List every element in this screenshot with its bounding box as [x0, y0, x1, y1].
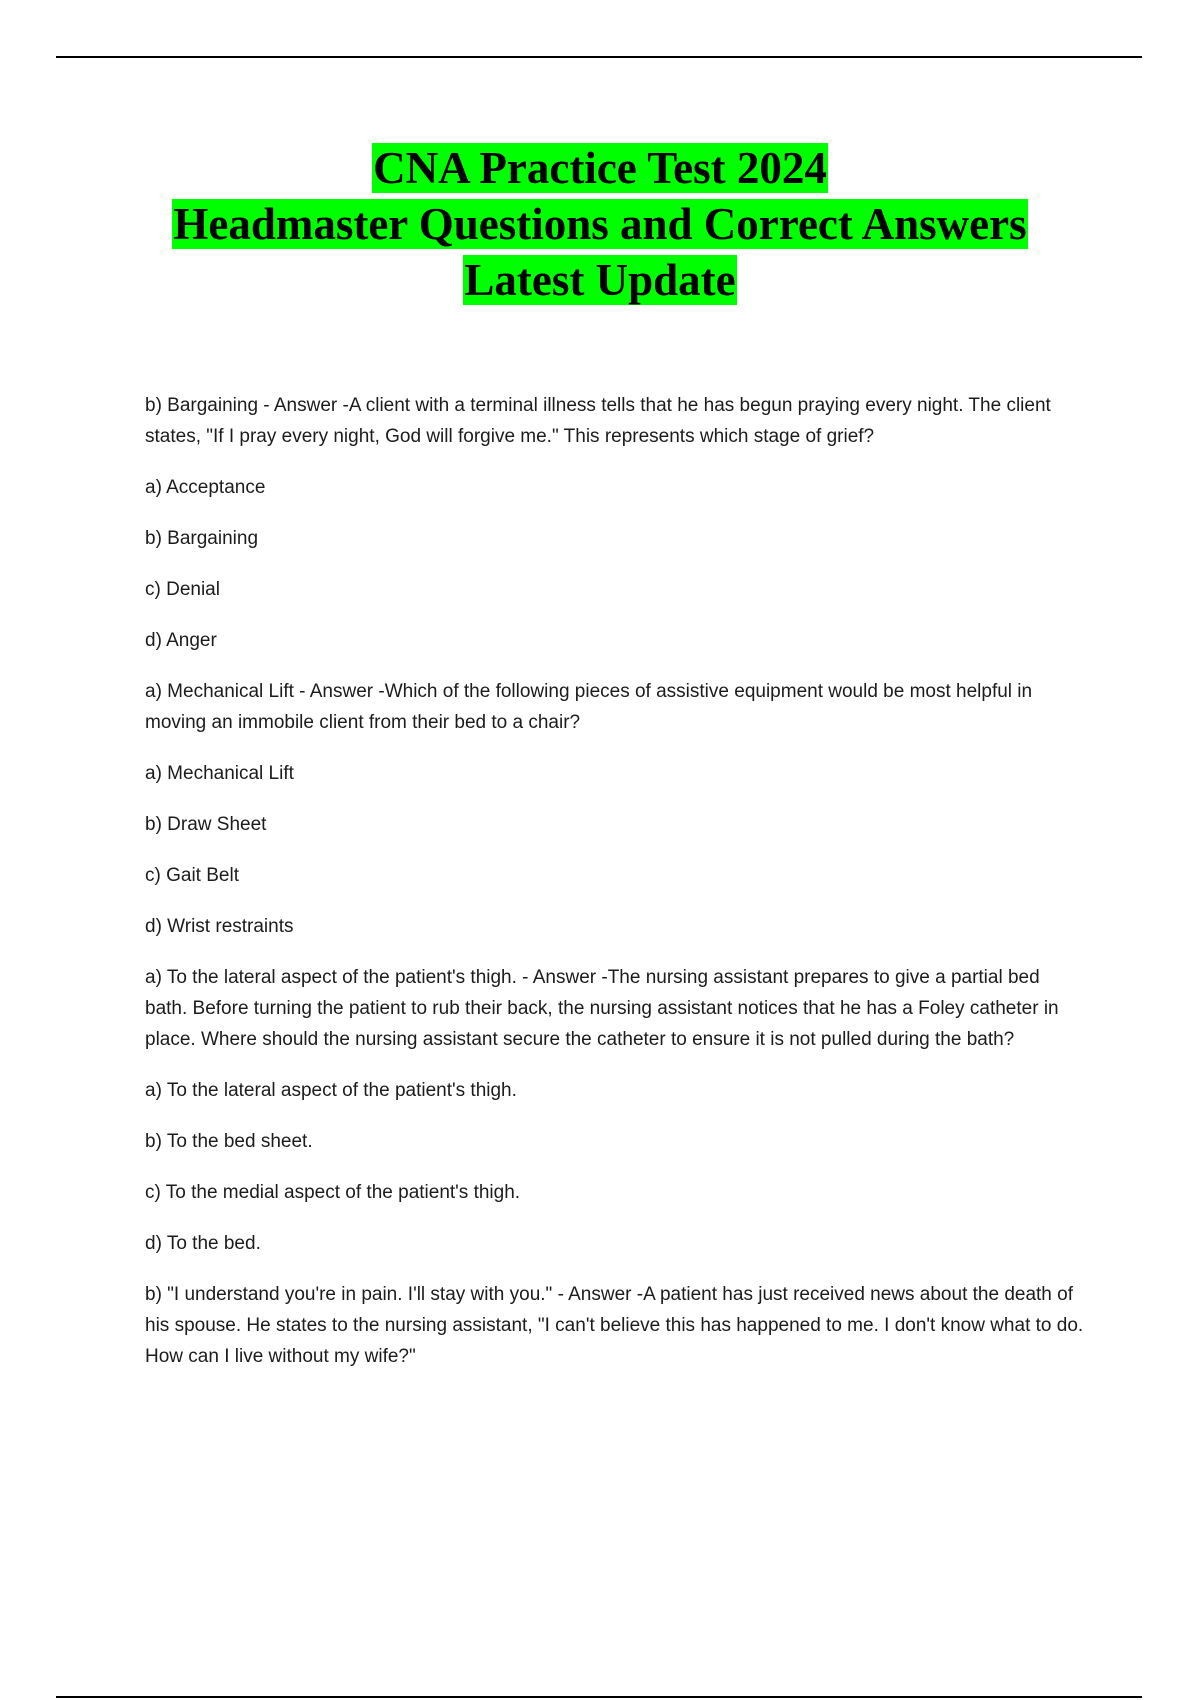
option: b) To the bed sheet.: [145, 1131, 313, 1152]
option: b) Bargaining: [145, 528, 259, 549]
option: c) To the medial aspect of the patient's thigh.: [145, 1182, 521, 1203]
option: c) Denial: [145, 579, 220, 600]
title-line-2: Headmaster Questions and Correct Answers: [173, 199, 1027, 249]
title-line-1: CNA Practice Test 2024: [373, 143, 827, 193]
title-line-3: Latest Update: [464, 255, 736, 305]
option: d) Anger: [145, 630, 217, 651]
document-title: [60, 140, 1140, 308]
question-list: [145, 390, 1085, 1392]
option: a) To the lateral aspect of the patient's thigh.: [145, 1080, 517, 1101]
question-4: b) "I understand you're in pain. I'll stay with you." - Answer -A patient has just received news about the death of his spouse. He states to the nursing assistant, "I can't believe this has happened to me. I don't know what to do. How can I live without my wife?": [145, 1284, 1084, 1367]
question-2: a) Mechanical Lift - Answer -Which of the following pieces of assistive equipment would be most helpful in moving an immobile client from their bed to a chair?: [145, 681, 1033, 733]
option: d) Wrist restraints: [145, 916, 294, 937]
option: c) Gait Belt: [145, 865, 239, 886]
question-1: b) Bargaining - Answer -A client with a terminal illness tells that he has begun praying every night. The client states, "If I pray every night, God will forgive me." This represents which stage of grief?: [145, 395, 1051, 447]
option: b) Draw Sheet: [145, 814, 267, 835]
top-rule: [56, 56, 1142, 58]
option: a) Acceptance: [145, 477, 266, 498]
option: d) To the bed.: [145, 1233, 261, 1254]
bottom-rule: [56, 1696, 1142, 1698]
option: a) Mechanical Lift: [145, 763, 294, 784]
question-3: a) To the lateral aspect of the patient's thigh. - Answer -The nursing assistant prepares to give a partial bed bath. Before turning the patient to rub their back, the nursing assistant notices that he has a Foley catheter in place. Where should the nursing assistant secure the catheter to ensure it is not pulled during the bath?: [145, 967, 1059, 1050]
